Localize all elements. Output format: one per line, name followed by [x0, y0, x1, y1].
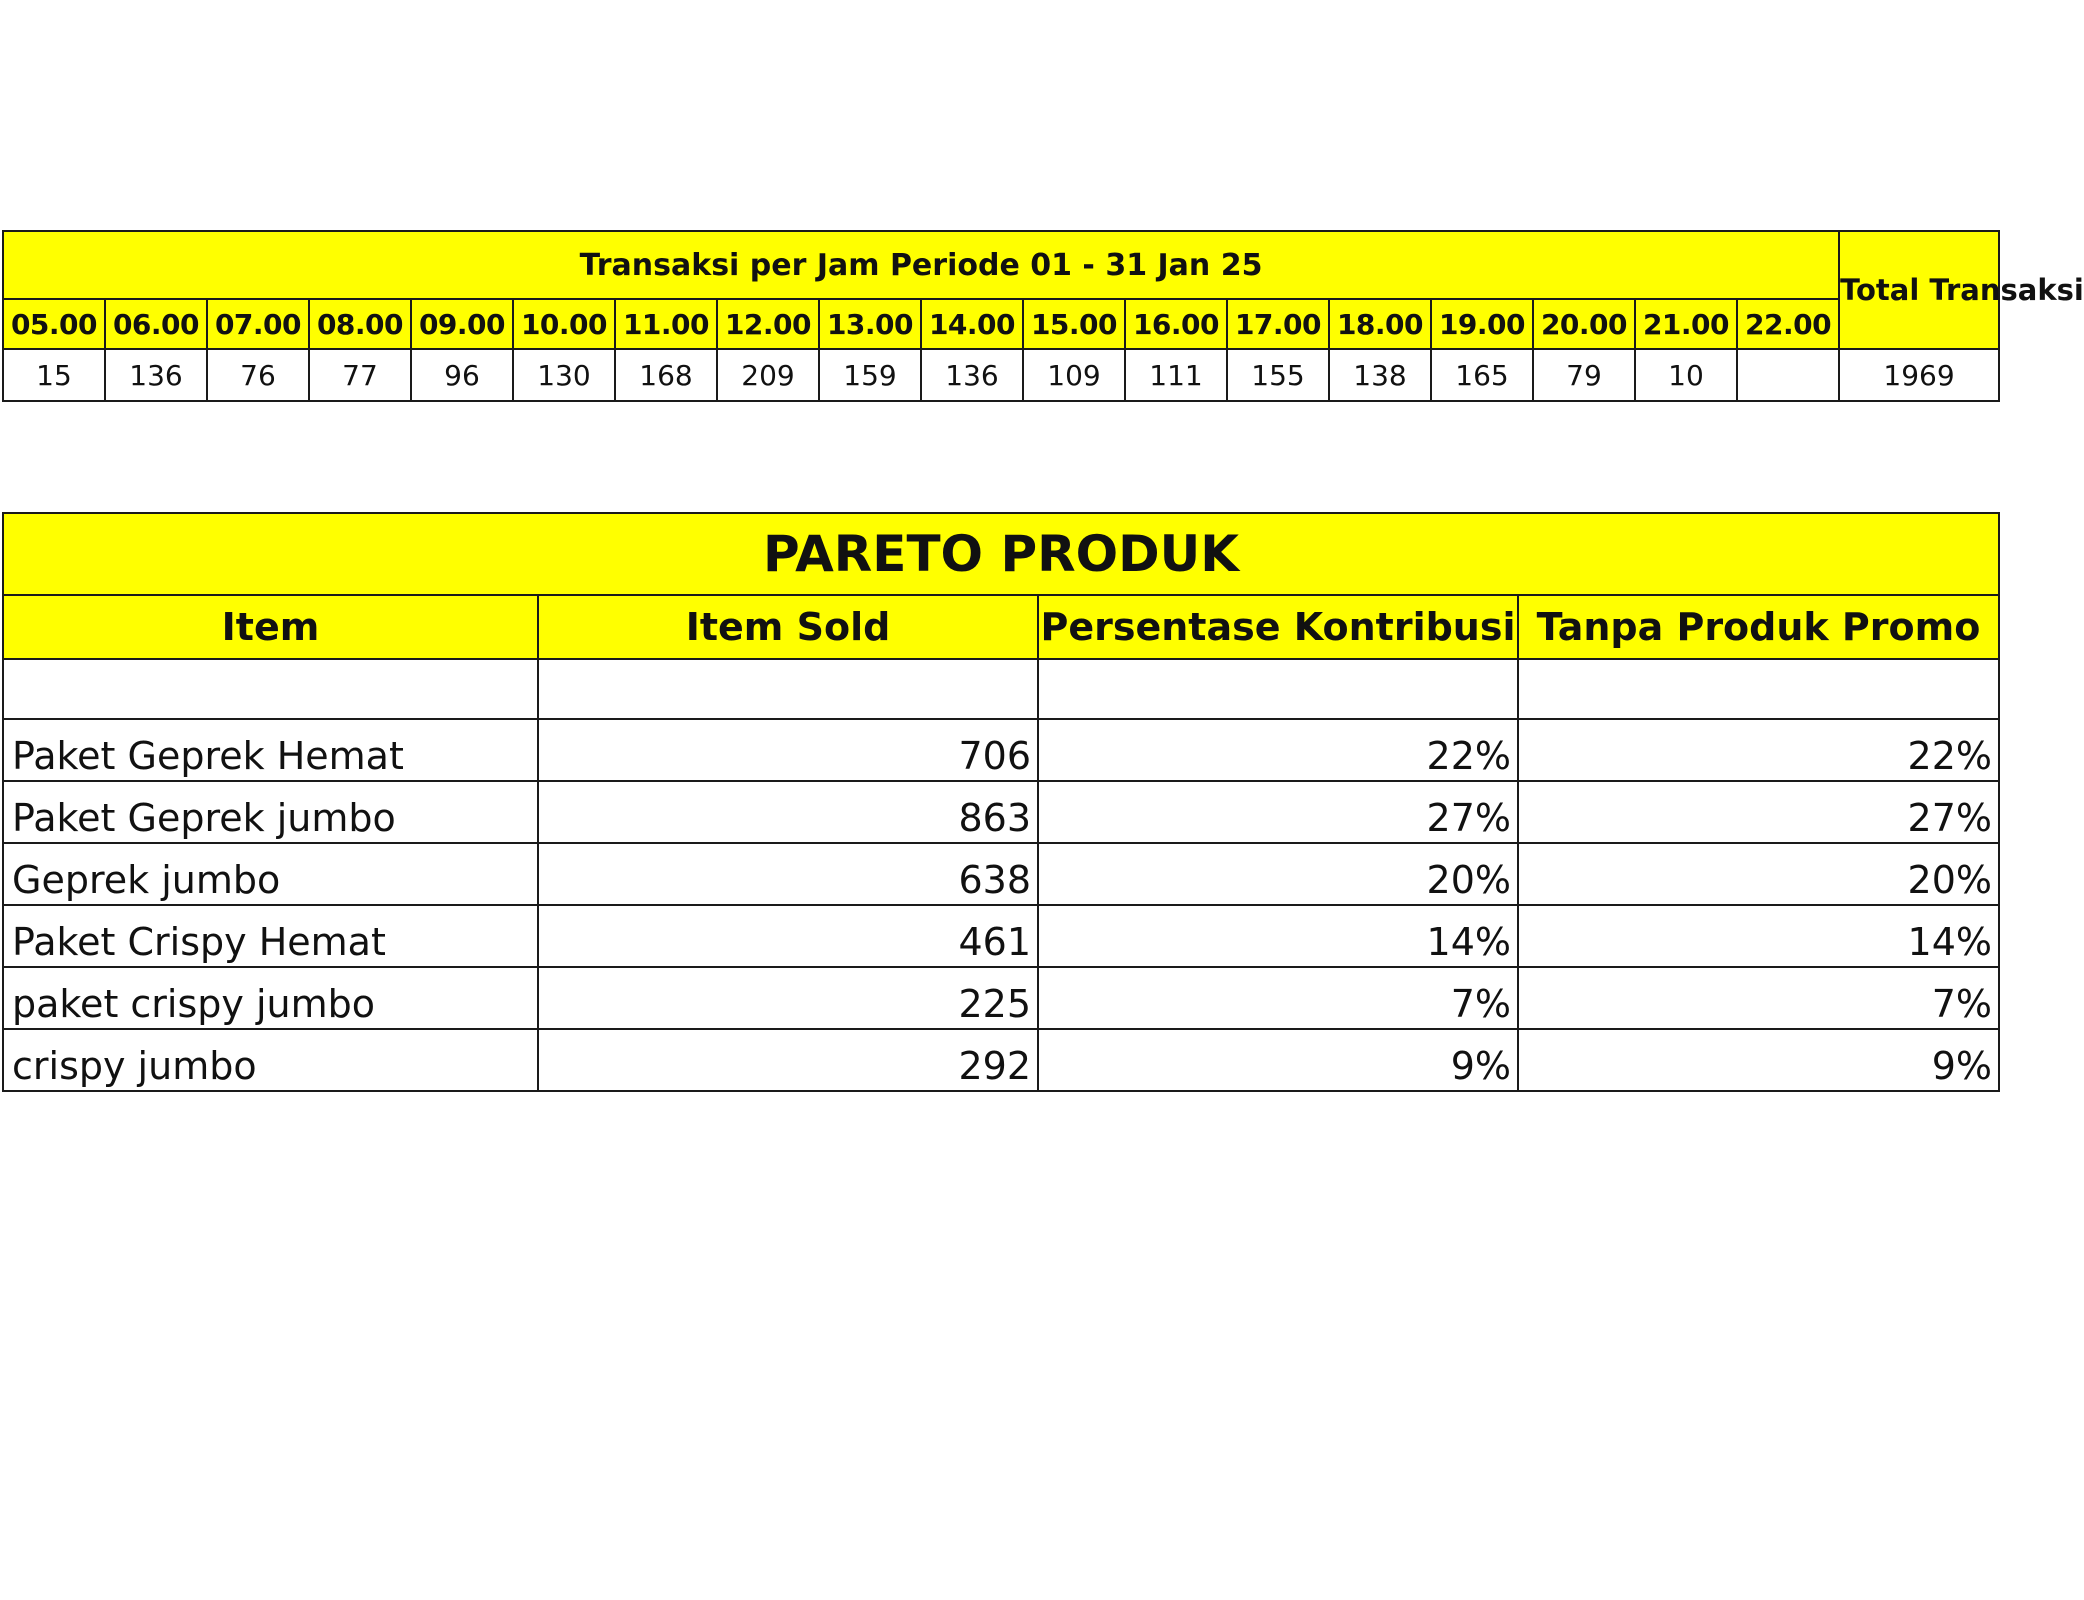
no-promo-cell: 14% — [1518, 905, 1999, 967]
hourly-value: 136 — [105, 349, 207, 401]
no-promo-cell: 27% — [1518, 781, 1999, 843]
pareto-product-table — [2, 512, 2000, 1092]
hour-header: 10.00 — [513, 299, 615, 349]
hourly-value: 76 — [207, 349, 309, 401]
item-sold-cell: 638 — [538, 843, 1038, 905]
table-row — [3, 719, 1999, 781]
item-name-cell: paket crispy jumbo — [3, 967, 538, 1029]
item-name-cell: Paket Crispy Hemat — [3, 905, 538, 967]
hourly-value: 159 — [819, 349, 921, 401]
contribution-cell: 27% — [1038, 781, 1518, 843]
item-name-cell: Paket Geprek jumbo — [3, 781, 538, 843]
hour-header: 20.00 — [1533, 299, 1635, 349]
hour-header: 22.00 — [1737, 299, 1839, 349]
item-name-cell: Paket Geprek Hemat — [3, 719, 538, 781]
hourly-value: 79 — [1533, 349, 1635, 401]
no-promo-cell: 22% — [1518, 719, 1999, 781]
contribution-cell: 7% — [1038, 967, 1518, 1029]
hour-header: 15.00 — [1023, 299, 1125, 349]
hour-header: 07.00 — [207, 299, 309, 349]
table-row — [3, 843, 1999, 905]
hourly-value: 209 — [717, 349, 819, 401]
item-sold-cell: 863 — [538, 781, 1038, 843]
hourly-table-title: Transaksi per Jam Periode 01 - 31 Jan 25 — [3, 231, 1839, 299]
contribution-cell: 20% — [1038, 843, 1518, 905]
item-sold-cell: 292 — [538, 1029, 1038, 1091]
column-header-contribution: Persentase Kontribusi — [1038, 595, 1518, 659]
table-row — [3, 905, 1999, 967]
column-header-item-sold: Item Sold — [538, 595, 1038, 659]
pareto-table-title: PARETO PRODUK — [3, 513, 1999, 595]
hourly-value: 168 — [615, 349, 717, 401]
item-sold-cell: 225 — [538, 967, 1038, 1029]
hour-header: 16.00 — [1125, 299, 1227, 349]
table-row-blank — [3, 659, 1999, 719]
pareto-title-row — [3, 513, 1999, 595]
hourly-value: 10 — [1635, 349, 1737, 401]
no-promo-cell: 7% — [1518, 967, 1999, 1029]
hourly-value: 165 — [1431, 349, 1533, 401]
hourly-value: 111 — [1125, 349, 1227, 401]
hourly-value: 109 — [1023, 349, 1125, 401]
table-row — [3, 1029, 1999, 1091]
empty-cell — [1038, 659, 1518, 719]
hourly-value: 130 — [513, 349, 615, 401]
table-row — [3, 967, 1999, 1029]
hour-header: 08.00 — [309, 299, 411, 349]
no-promo-cell: 20% — [1518, 843, 1999, 905]
empty-cell — [538, 659, 1038, 719]
hourly-value: 136 — [921, 349, 1023, 401]
column-header-no-promo: Tanpa Produk Promo — [1518, 595, 1999, 659]
hourly-transactions-table — [2, 230, 2084, 402]
hourly-value: 96 — [411, 349, 513, 401]
hour-header: 21.00 — [1635, 299, 1737, 349]
contribution-cell: 14% — [1038, 905, 1518, 967]
contribution-cell: 22% — [1038, 719, 1518, 781]
hour-header: 05.00 — [3, 299, 105, 349]
item-sold-cell: 706 — [538, 719, 1038, 781]
hourly-value: 138 — [1329, 349, 1431, 401]
empty-cell — [1518, 659, 1999, 719]
hour-header: 19.00 — [1431, 299, 1533, 349]
hour-header-row — [3, 299, 1999, 349]
hourly-value: 15 — [3, 349, 105, 401]
item-sold-cell: 461 — [538, 905, 1038, 967]
hour-header: 12.00 — [717, 299, 819, 349]
hourly-value: 77 — [309, 349, 411, 401]
contribution-cell: 9% — [1038, 1029, 1518, 1091]
item-name-cell: Geprek jumbo — [3, 843, 538, 905]
hour-header: 06.00 — [105, 299, 207, 349]
hour-header: 09.00 — [411, 299, 513, 349]
item-name-cell: crispy jumbo — [3, 1029, 538, 1091]
hourly-values-row — [3, 349, 1999, 401]
total-transactions-value: 1969 — [1839, 349, 1999, 401]
empty-cell — [3, 659, 538, 719]
hourly-value — [1737, 349, 1839, 401]
pareto-header-row — [3, 595, 1999, 659]
no-promo-cell: 9% — [1518, 1029, 1999, 1091]
total-transactions-header: Total Transaksi — [1839, 231, 1999, 349]
hourly-value: 155 — [1227, 349, 1329, 401]
hourly-title-row — [3, 231, 1999, 299]
table-row — [3, 781, 1999, 843]
hour-header: 11.00 — [615, 299, 717, 349]
hour-header: 13.00 — [819, 299, 921, 349]
hour-header: 18.00 — [1329, 299, 1431, 349]
column-header-item: Item — [3, 595, 538, 659]
hour-header: 14.00 — [921, 299, 1023, 349]
hour-header: 17.00 — [1227, 299, 1329, 349]
